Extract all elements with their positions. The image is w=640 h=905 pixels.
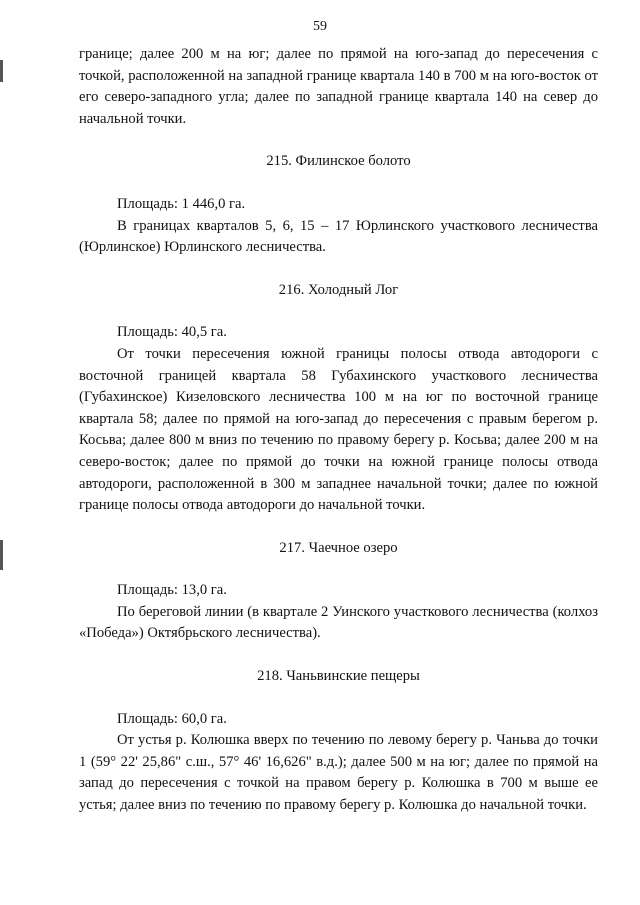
section-description: От устья р. Колюшка вверх по течению по левому берегу р. Чаньва до точки 1 (59° 22' 25,86" с.ш., 57° 46' 16,626" в.д.); далее 500 м на юг; далее по прямой на запад до пересечения с точкой на правом берегу р. Колюшка в 700 м выше ее устья; далее вниз по течению по правому берегу р. Колюшка до начальной точки. — [79, 732, 598, 814]
section-area: Площадь: 1 446,0 га. — [117, 195, 246, 212]
page-number: 59 — [313, 19, 327, 34]
document-body — [79, 44, 598, 817]
scan-edge-mark — [0, 60, 3, 82]
section-217 — [79, 538, 598, 645]
scan-edge-mark — [0, 540, 3, 570]
section-description: По береговой линии (в квартале 2 Уинского участкового лесничества (колхоз «Победа») Октябрьского лесничества). — [79, 603, 598, 642]
section-heading: 217. Чаечное озеро — [279, 539, 398, 556]
section-heading: 218. Чаньвинские пещеры — [257, 668, 420, 685]
section-description: В границах кварталов 5, 6, 15 – 17 Юрлинского участкового лесничества (Юрлинское) Юрлинского лесничества. — [79, 217, 598, 256]
section-description: От точки пересечения южной границы полосы отвода автодороги с восточной границей квартала 58 Губахинского участкового лесничества (Губахинское) Кизеловского лесничества 100 м на юг по восточной границе квартала 58; далее по прямой на юго-запад до пересечения с правым берегом р. Косьва; далее 800 м вниз по течению по правому берегу р. Косьва; далее 200 м на северо-восток; далее по прямой до точки на южной границе полосы отвода автодороги, расположенной в 300 м западнее начальной точки; далее по южной границе полосы отвода автодороги до начальной точки. — [79, 345, 598, 514]
section-area: Площадь: 13,0 га. — [117, 582, 227, 599]
section-area: Площадь: 40,5 га. — [117, 324, 227, 341]
intro-paragraph: границе; далее 200 м на юг; далее по прямой на юго-запад до пересечения с точкой, расположенной на западной границе квартала 140 в 700 м на юго-восток от его северо-западного угла; далее по западной границе квартала 140 на север до начальной точки. — [79, 46, 598, 127]
section-215 — [79, 151, 598, 258]
section-216 — [79, 280, 598, 517]
section-heading: 215. Филинское болото — [266, 153, 411, 170]
section-area: Площадь: 60,0 га. — [117, 710, 227, 727]
section-218 — [79, 666, 598, 817]
section-heading: 216. Холодный Лог — [278, 281, 399, 298]
